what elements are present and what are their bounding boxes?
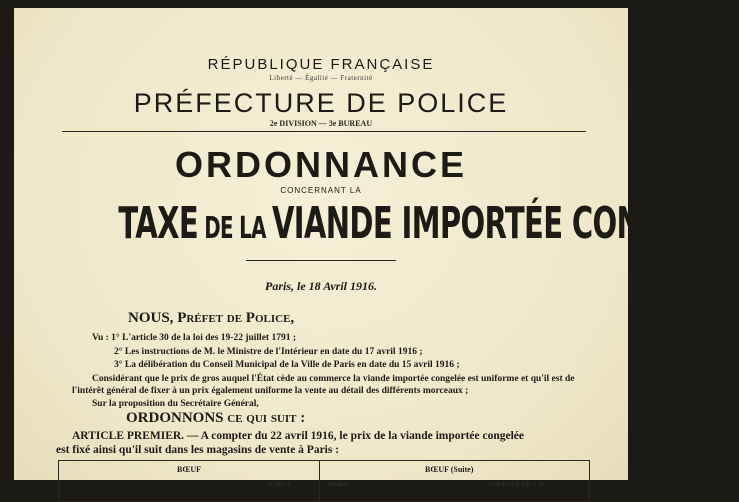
suit-words: ce qui suit : — [227, 410, 306, 426]
prefecture-heading: PRÉFECTURE DE POLICE — [133, 88, 509, 118]
subject-word-viande: VIANDE IMPORTÉE CONGELÉE — [271, 198, 739, 249]
nous-word: NOUS, — [128, 310, 178, 326]
subject-word-de-la: DE LA — [198, 211, 272, 246]
table-head-right: BŒUF (Suite) — [425, 465, 474, 474]
table-cell: Tendron — [327, 481, 349, 488]
preamble-line: l'intérêt général de fixer à un prix également uniforme la vente au détail des différents morceaux ; — [72, 386, 469, 396]
subject-word-taxe: TAXE — [118, 198, 199, 249]
concernant-line: CONCERNANT LA — [280, 186, 362, 195]
title-rule — [246, 260, 396, 261]
republic-heading: RÉPUBLIQUE FRANÇAISE — [207, 56, 435, 73]
article-premier-line2: est fixé ainsi qu'il suit dans les magasins de vente à Paris : — [56, 444, 340, 456]
subject-title — [118, 198, 739, 249]
preamble-line: 2° Les instructions de M. le Ministre de l'Intérieur en date du 17 avril 1916 ; — [114, 347, 423, 357]
header-rule — [62, 131, 586, 132]
division-line: 2e DIVISION — 3e BUREAU — [269, 119, 373, 128]
table-cell: le kilo 5 — [269, 481, 291, 488]
motto: Liberté — Égalité — Fraternité — [269, 74, 373, 82]
nous-heading — [128, 310, 294, 327]
table-cell: (1/4 d'os) le kilo 1 20 — [489, 481, 545, 488]
poster — [14, 8, 739, 488]
table-head-left: BŒUF — [177, 465, 201, 474]
preamble-line: Vu : 1° L'article 30 de la loi des 19-22 juillet 1791 ; — [92, 333, 296, 343]
preamble-line: Sur la proposition du Secrétaire Général, — [92, 399, 259, 409]
ordonnons-heading — [126, 410, 305, 427]
prefet-title: Préfet de Police, — [177, 310, 295, 326]
table-divider — [319, 461, 320, 501]
article-premier-line1: ARTICLE PREMIER. — A compter du 22 avril 1916, le prix de la viande importée congelée — [72, 430, 525, 442]
price-table — [58, 460, 590, 502]
date-line: Paris, le 18 Avril 1916. — [265, 279, 377, 293]
preamble-line: Considérant que le prix de gros auquel l'État cède au commerce la viande importée congelée est uniforme et qu'il est de — [92, 374, 575, 384]
ordonnons-word: ORDONNONS — [126, 410, 228, 426]
preamble-line: 3° La délibération du Conseil Municipal de la Ville de Paris en date du 15 avril 1916 ; — [114, 360, 460, 370]
document-title: ORDONNANCE — [174, 144, 467, 185]
